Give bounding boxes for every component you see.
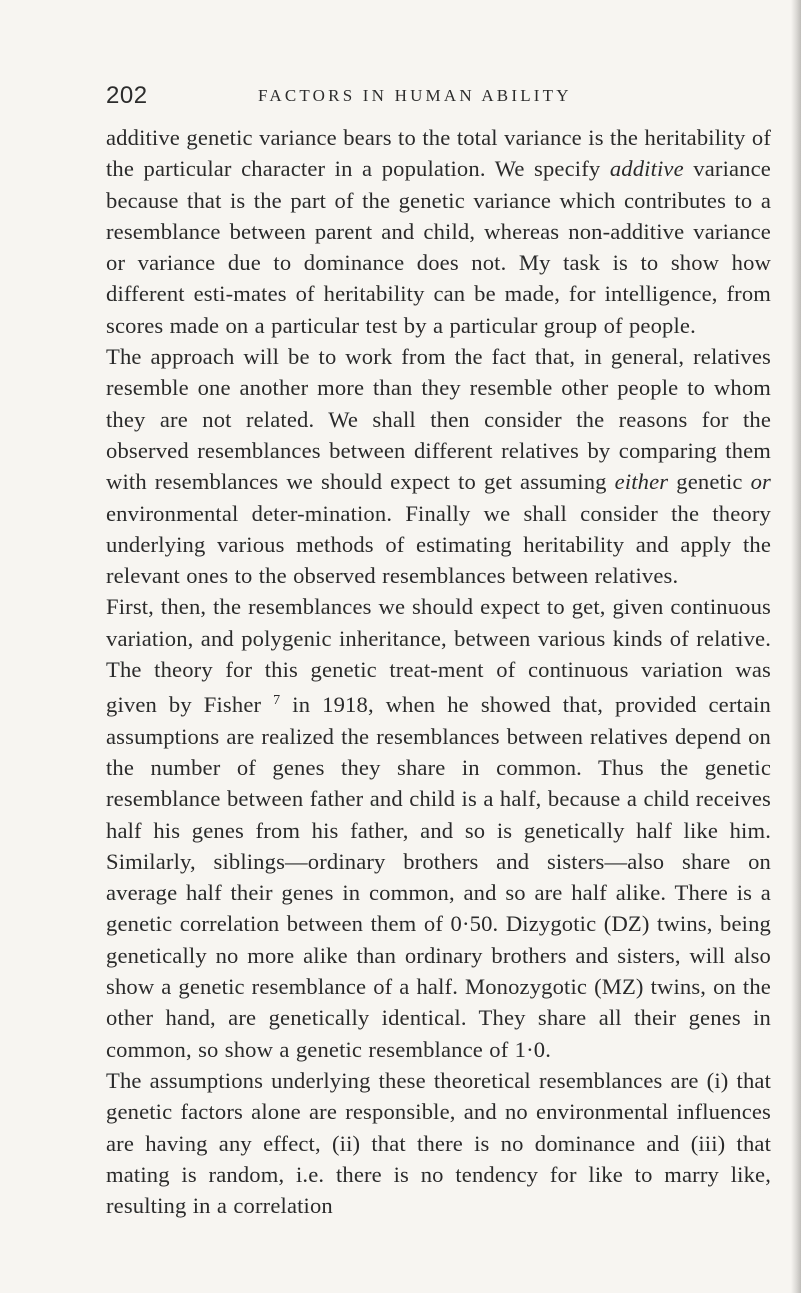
text-segment: variance because that is the part of the genetic variance which contributes to a resemblance between parent and child, whereas non-additive variance or variance due to dominance does not. My task is to show how different esti-mates of heritability can be made, for intelligence, from scores made on a particular test by a particular group of people. xyxy=(106,156,771,338)
text-segment: The approach will be to work from the fact that, in general, relatives resemble one another more than they resemble other people to whom they are not related. We shall then consider the reasons for the observed resemblances between different relatives by comparing them with resemblances we should expect to get assuming xyxy=(106,344,771,495)
text-segment: First, then, the resemblances we should expect to get, given continuous variation, and polygenic inheritance, between various kinds of relative. The theory for this genetic treat-ment of continuous variation was given by Fisher xyxy=(106,594,771,718)
paragraph-1 xyxy=(106,122,771,341)
running-head: FACTORS IN HUMAN ABILITY xyxy=(258,86,572,105)
italic-text: additive xyxy=(609,156,684,182)
page-header xyxy=(106,80,771,116)
italic-text: or xyxy=(750,469,771,495)
reference-superscript: 7 xyxy=(273,693,281,709)
italic-text: either xyxy=(614,469,669,495)
page-number: 202 xyxy=(106,82,148,109)
text-segment: additive genetic variance bears to the total variance is the heritability of the particular character in a population. We specify xyxy=(106,125,771,182)
body-text xyxy=(106,122,771,1221)
paragraph-2 xyxy=(106,341,771,591)
text-segment: in 1918, when he showed that, provided certain assumptions are realized the resemblances between relatives depend on the number of genes they share in common. Thus the genetic resemblance between father and child is a half, because a child receives half his genes from his father, and so is genetically half like him. Similarly, siblings—ordinary brothers and sisters—also share on average half their genes in common, and so are half alike. There is a genetic correlation between them of 0·50. Dizygotic (DZ) twins, being genetically no more alike than ordinary brothers and sisters, will also show a genetic resemblance of a half. Monozygotic (MZ) twins, on the other hand, are genetically identical. They share all their genes in common, so show a genetic resemblance of 1·0. xyxy=(106,692,772,1062)
book-page xyxy=(106,80,771,1221)
paragraph-4 xyxy=(106,1065,771,1221)
text-segment: The assumptions underlying these theoretical resemblances are (i) that genetic factors alone are responsible, and no environmental influences are having any effect, (ii) that there is no dominance and (iii) that mating is random, i.e. there is no tendency for like to marry like, resulting in a correlation xyxy=(106,1067,771,1219)
page-edge-shadow xyxy=(791,0,801,1293)
text-segment: environmental deter-mination. Finally we shall consider the theory underlying various methods of estimating heritability and apply the relevant ones to the observed resemblances between relatives. xyxy=(106,500,771,589)
text-segment: genetic xyxy=(668,469,751,495)
paragraph-3 xyxy=(106,591,771,1064)
